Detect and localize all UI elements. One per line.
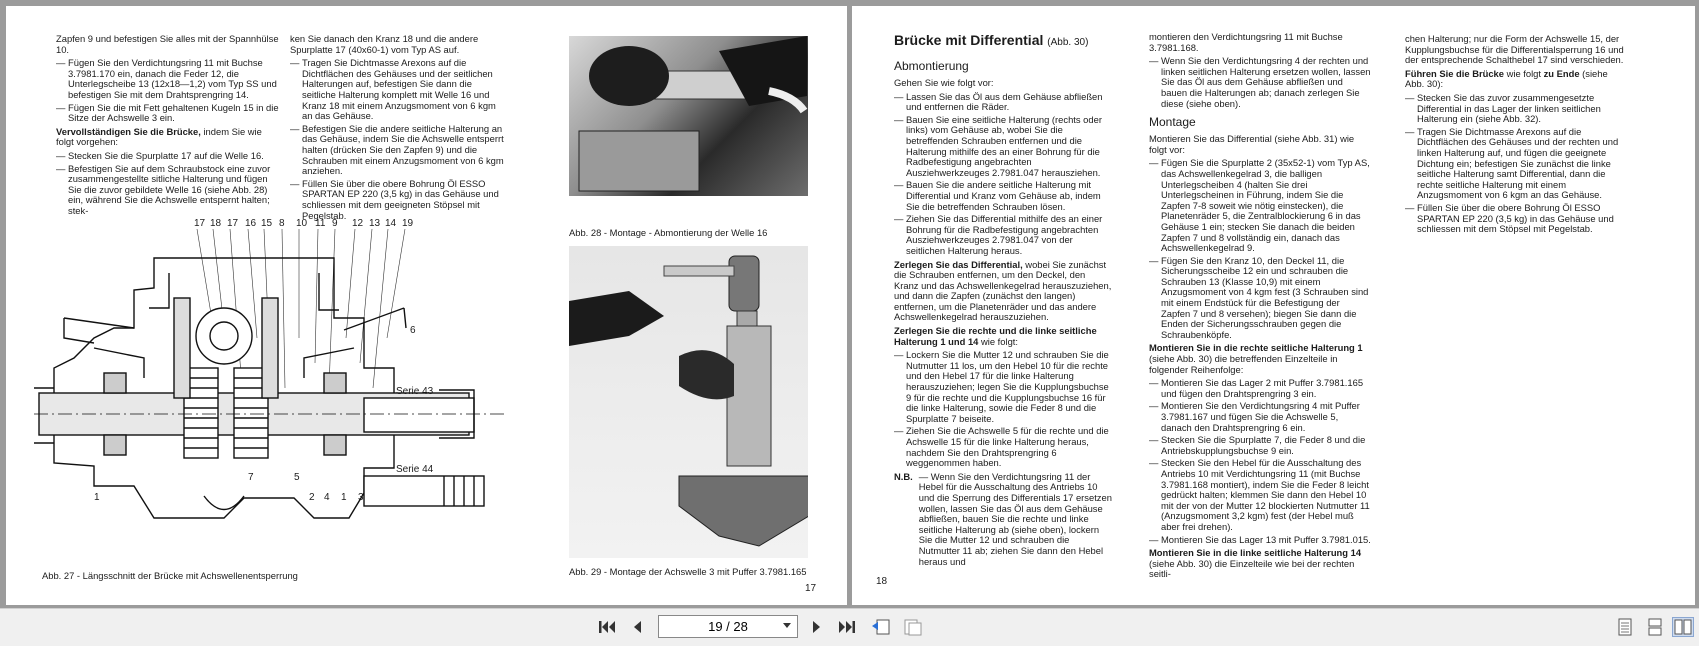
first-page-icon[interactable] — [596, 617, 618, 637]
photo-abb-29 — [569, 246, 808, 558]
callout-number: 8 — [279, 218, 285, 229]
page-number-left: 17 — [805, 583, 817, 594]
viewer-toolbar — [0, 608, 1699, 646]
list-item: — Stecken Sie den Hebel für die Ausschaltung des Antriebs 10 mit Verdichtungsring 11 (mit Buchse 3.7981.168 montiert), indem Sie die Feder 8 leicht gedrückt halten; klemmen Sie dann den Hebel 10 mit der von der Mutter 12 blockierten Nutmutter 11 (Anzugsmoment 3,2 kgm) fest (der Hebel muß aber frei drehen). — [1149, 458, 1371, 532]
callout-number: 12 — [352, 218, 364, 229]
callout-number: 4 — [324, 492, 330, 503]
chevron-down-icon — [783, 623, 791, 628]
paragraph: Vervollständigen Sie die Brücke, indem Sie wie folgt vorgehen: — [56, 125, 262, 148]
list-item: — Tragen Sie Dichtmasse Arexons auf die Dichtflächen des Gehäuses und der rechten und linken Halterung auf, und fügen die geeignete Dichtung ein; befestigen Sie zunächst die linke seitliche Halterung samt Differential, dann die rechte seitliche Halterung mit einem Anzugsmoment von 6 kgm an das Gehäuse. — [1405, 127, 1625, 201]
list-item: — Montieren Sie das Lager 13 mit Puffer 3.7981.015. — [1149, 535, 1371, 546]
callout-number: 15 — [261, 218, 273, 229]
callout-number: 9 — [332, 218, 338, 229]
photo-abb-28-illustration — [569, 36, 808, 196]
list-item: — Fügen Sie den Kranz 10, den Deckel 11, die Sicherungsscheibe 12 ein und schrauben die Schrauben 13 (Klasse 10,9) mit einem Anzugsmoment von 4 kgm fest (3 Schrauben sind mit einem Endstück für die Befestigung der Zapfen 7 und 8 versehen); biegen Sie dann die Enden der Sicherungsschrauben gegen die Schraubenköpfe. — [1149, 256, 1371, 341]
list-item: — Füllen Sie über die obere Bohrung Öl ESSO SPARTAN EP 220 (3,5 kg) in das Gehäuse und schliessen mit dem geeigneten Stöpsel mit Pegelstab. — [290, 179, 508, 221]
list-item: — Befestigen Sie die andere seitliche Halterung an das Gehäuse, indem Sie die Achswelle entsperrt halten (drücken Sie den Zapfen 9) und die Schrauben mit einem Anzugsmoment von 6 kgm anziehen. — [290, 124, 508, 177]
callout-number: 17 — [194, 218, 206, 229]
list-item: — Bauen Sie die andere seitliche Halterung mit Differential und Kranz vom Gehäuse ab, indem Sie die betreffenden Schrauben lösen. — [894, 180, 1112, 212]
caption-abb-29: Abb. 29 - Montage der Achswelle 3 mit Puffer 3.7981.165 — [569, 566, 807, 577]
right-column-3 — [1405, 34, 1625, 238]
subheading-abmontierung: Abmontierung — [894, 59, 969, 73]
bullet-list — [290, 58, 508, 221]
callout-leader — [248, 229, 257, 338]
go-forward-icon[interactable] — [902, 617, 924, 637]
callout-leader — [282, 229, 285, 388]
last-page-icon[interactable] — [836, 617, 858, 637]
right-page — [852, 6, 1695, 605]
callout-number: 14 — [385, 218, 397, 229]
paragraph: Montieren Sie das Differential (siehe Abb. 31) wie folgt vor: — [1149, 133, 1355, 155]
single-page-view-icon[interactable] — [1614, 617, 1636, 637]
go-back-icon[interactable] — [870, 617, 892, 637]
list-item: — Tragen Sie Dichtmasse Arexons auf die Dichtflächen des Gehäuses und der seitlichen Halterungen auf, befestigen Sie dann die seitliche Halterung komplett mit Welle 16 und Kranz 18 mit einem Anzugsmoment von 6 kgm an das Gehäuse. — [290, 58, 508, 122]
left-column-1 — [56, 34, 282, 220]
callout-number: 7 — [248, 472, 254, 483]
page-indicator: 19 / 28 — [708, 619, 748, 634]
label-serie-44: Serie 44 — [396, 464, 434, 475]
list-item: — Montieren Sie das Lager 2 mit Puffer 3.7981.165 und fügen den Drahtsprengring 3 ein. — [1149, 378, 1371, 399]
callout-number: 2 — [309, 492, 315, 503]
photo-abb-29-illustration — [569, 246, 808, 558]
paragraph: Führen Sie die Brücke wie folgt zu Ende (siehe Abb. 30): — [1405, 67, 1608, 90]
callout-number: 16 — [245, 218, 257, 229]
right-column-2 — [1149, 32, 1371, 583]
list-item: — Ziehen Sie die Achswelle 5 für die rechte und die Achswelle 15 für die linke Halterung heraus, nachdem Sie den Drahtsprengring 6 weggenommen haben. — [894, 426, 1112, 468]
callout-number: 19 — [402, 218, 414, 229]
callout-leader — [387, 229, 405, 338]
bullet-list — [1149, 158, 1371, 340]
continuous-view-icon[interactable] — [1644, 617, 1666, 637]
callout-leader — [360, 229, 372, 363]
caption-abb-27: Abb. 27 - Längsschnitt der Brücke mit Achswellenentsperrung — [42, 570, 298, 581]
list-item: — Fügen Sie die mit Fett gehaltenen Kugeln 15 in die Sitze der Achswelle 3 ein. — [56, 103, 282, 124]
bullet-list — [1149, 56, 1371, 109]
subheading-montage: Montage — [1149, 115, 1196, 130]
bullet-list — [1405, 93, 1625, 235]
list-item: — Lockern Sie die Mutter 12 und schrauben Sie die Nutmutter 11 los, um den Hebel 10 für die rechte und den Hebel 17 für die linke Halterung herauszuziehen; legen Sie die Kupplungsbuchse 9 für die rechte und die Kupplungsbuchse 16 für die linke Halterung, sowie die Feder 8 und die Spurplatte 7 beiseite. — [894, 350, 1112, 424]
page-selector[interactable] — [658, 615, 798, 638]
note-nb: N.B. — Wenn Sie den Verdichtungsring 11 der Hebel für die Ausschaltung des Antriebs 10 und die Sperrung des Differentials 17 ersetzen wollen, lassen Sie das Öl aus dem Gehäuse abfließen, bauen Sie die rechte und linke seitliche Halterung ab (siehe oben), lockern Sie die Mutter 12 und schrauben die Nutmutter 11 ab; ziehen Sie dann den Hebel heraus und — [894, 470, 1112, 567]
list-item: — Fügen Sie den Verdichtungsring 11 mit Buchse 3.7981.170 ein, danach die Feder 12, die Unterlegscheibe 13 (12x18—1,2) vom Typ SS und befestigen Sie mit dem Drahtsprengring 14. — [56, 58, 282, 100]
list-item: — Stecken Sie das zuvor zusammengesetzte Differential in das Lager der linken seitlichen Halterung ein (siehe Abb. 32). — [1405, 93, 1625, 125]
paragraph: Gehen Sie wie folgt vor: — [894, 77, 994, 88]
list-item: — Füllen Sie über die obere Bohrung Öl ESSO SPARTAN EP 220 (3,5 kg) in das Gehäuse und schliessen mit dem Stöpsel mit Pegelstab. — [1405, 203, 1625, 235]
paragraph: ken Sie danach den Kranz 18 und die andere Spurplatte 17 (40x60-1) vom Typ AS auf. — [290, 33, 479, 55]
left-column-2 — [290, 34, 508, 224]
callout-number: 3 — [358, 492, 364, 503]
bridge-cross-section-diagram — [34, 218, 520, 568]
list-item: — Bauen Sie eine seitliche Halterung (rechts oder links) vom Gehäuse ab, wobei Sie die betreffenden Schrauben entfernen und die Halterung mithilfe des an einer Bohrung für die Radbefestigung angebrachten Ausziehwerkzeuges 2.7981.047 herausziehen. — [894, 115, 1112, 179]
two-page-view-icon[interactable] — [1672, 617, 1694, 637]
section-title: Brücke mit Differential (Abb. 30) — [894, 32, 1089, 48]
page-number-right: 18 — [876, 576, 888, 587]
callout-leader — [373, 229, 388, 388]
bullet-list — [894, 350, 1112, 469]
paragraph: Zerlegen Sie die rechte und die linke seitliche Halterung 1 und 14 wie folgt: — [894, 325, 1097, 347]
callout-number: 5 — [294, 472, 300, 483]
callout-number: 11 — [315, 218, 326, 229]
bullet-list — [894, 92, 1112, 257]
callout-number: 1 — [94, 492, 100, 503]
callout-number: 18 — [210, 218, 222, 229]
right-column-1 — [894, 32, 1112, 567]
list-item: — Stecken Sie die Spurplatte 17 auf die Welle 16. — [56, 151, 282, 162]
paragraph: montieren den Verdichtungsring 11 mit Buchse 3.7981.168. — [1149, 31, 1343, 53]
paragraph: Montieren Sie in die linke seitliche Halterung 14 (siehe Abb. 30) die Einzelteile wie bei der rechten seitli- — [1149, 547, 1362, 580]
bullet-list — [56, 58, 282, 124]
paragraph: Zerlegen Sie das Differential, wobei Sie zunächst die Schrauben entfernen, um den Deckel, den Kranz und das Achswellenkegelrad herauszuziehen, und dann die Zapfen (zunächst den langen) entfernen, um die Planetenräder und das andere Achswellenkegelrad herauszuziehen. — [894, 258, 1112, 323]
list-item: — Lassen Sie das Öl aus dem Gehäuse abfließen und entfernen die Räder. — [894, 92, 1112, 113]
callout-number: 1 — [341, 492, 347, 503]
list-item: — Fügen Sie die Spurplatte 2 (35x52-1) vom Typ AS, das Achswellenkegelrad 3, die balligen Unterlegscheiben 4 (halten Sie drei Unterlegscheinen in Führung, indem Sie die Zapfen 7-8 soweit wie nötig einstecken), die Planetenräder 5, die Zentralblockierung 6 in das Gehäuse 1 ein; stecken Sie danach die beiden Zapfen 7 und 8 vollständig ein, danach das Achswellenkegelrad 9. — [1149, 158, 1371, 253]
list-item: — Stecken Sie die Spurplatte 7, die Feder 8 und die Antriebskupplungsbuchse 9 ein. — [1149, 435, 1371, 456]
previous-page-icon[interactable] — [626, 617, 648, 637]
paragraph: chen Halterung; nur die Form der Achswelle 15, der Kupplungsbuchse für die Differentialsperrung 16 und der entsprechende Schalthebel 17 sind verschieden. — [1405, 33, 1624, 66]
next-page-icon[interactable] — [806, 617, 828, 637]
list-item: — Montieren Sie den Verdichtungsring 4 mit Puffer 3.7981.167 und fügen Sie die Achswelle 5, danach den Drahtsprengring 6 ein. — [1149, 401, 1371, 433]
callout-leader — [346, 229, 355, 338]
label-serie-43: Serie 43 — [396, 386, 434, 397]
caption-abb-28: Abb. 28 - Montage - Abmontierung der Welle 16 — [569, 227, 768, 238]
bullet-list — [56, 151, 282, 217]
paragraph: Montieren Sie in die rechte seitliche Halterung 1 (siehe Abb. 30) die betreffenden Einzelteile in folgender Reihenfolge: — [1149, 342, 1363, 375]
paragraph: Zapfen 9 und befestigen Sie alles mit der Spannhülse 10. — [56, 33, 279, 55]
callout-number: 13 — [369, 218, 381, 229]
label-6: 6 — [410, 325, 416, 336]
callout-number: 17 — [227, 218, 239, 229]
callout-leader — [315, 229, 318, 363]
photo-abb-28 — [569, 36, 808, 196]
left-page — [6, 6, 847, 605]
list-item: — Befestigen Sie auf dem Schraubstock eine zuvor zusammengestellte sitliche Halterung und fügen Sie die zuvor gebildete Welle 16 (siehe Abb. 28) ein, während Sie die Achswelle entspernt halten; stek- — [56, 164, 282, 217]
list-item: — Wenn Sie den Verdichtungsring 4 der rechten und linken seitlichen Halterung ersetzen wollen, lassen Sie das Öl aus dem Gehäuse abfließen und bauen die Halterungen ab; danach zerlegen Sie diese (siehe oben). — [1149, 56, 1371, 109]
list-item: — Ziehen Sie das Differential mithilfe des an einer Bohrung für die Radbefestigung angebrachten Ausziehwerkzeuges 2.7981.047 von der seitlichen Halterung heraus. — [894, 214, 1112, 256]
bullet-list — [1149, 378, 1371, 545]
callout-number: 10 — [296, 218, 308, 229]
